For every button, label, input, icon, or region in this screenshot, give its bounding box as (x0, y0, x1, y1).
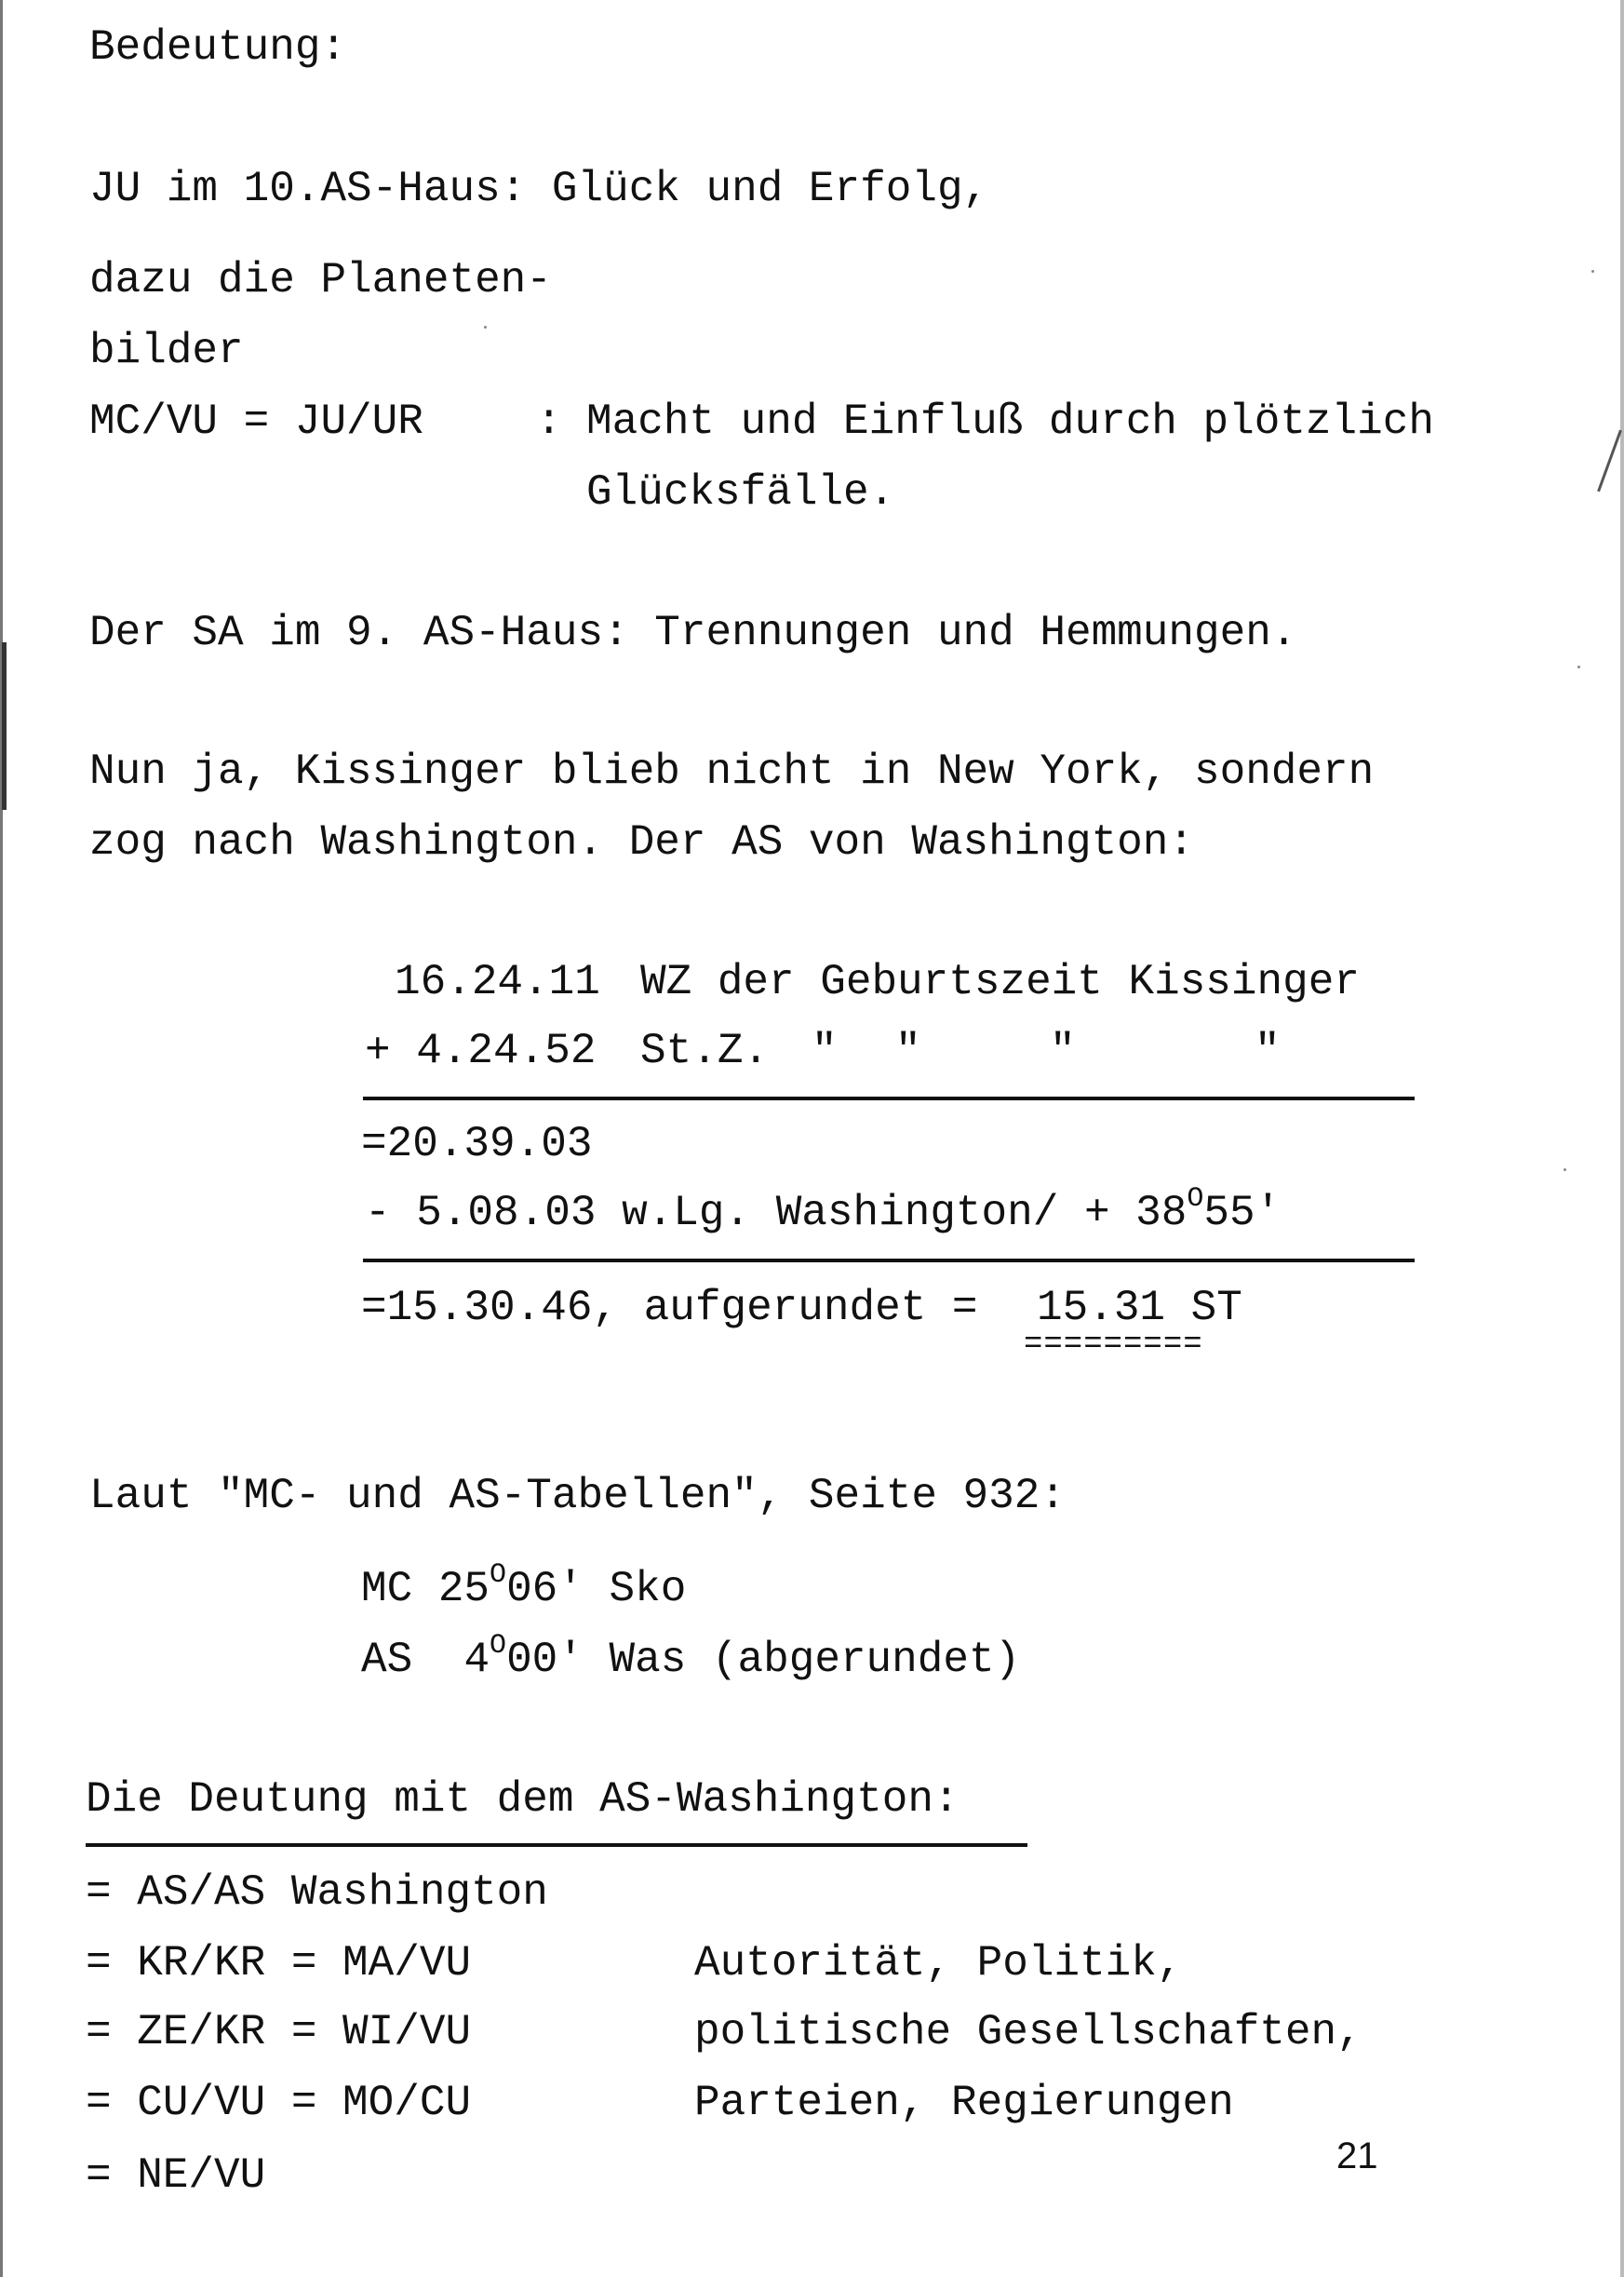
deutung-meaning: politische Gesellschaften, (694, 2008, 1362, 2056)
page-number: 21 (1336, 2136, 1378, 2176)
calc-row2-text: St.Z. (640, 1027, 770, 1075)
deutung-meaning: Autorität, Politik, (694, 1939, 1183, 1987)
degree-sign: O (1187, 1183, 1204, 1215)
scan-left-edge (0, 0, 3, 2277)
mc-table-row (361, 1559, 687, 1613)
mc-meaning-1: Macht und Einfluß durch plötzlich (586, 397, 1434, 446)
mc-min: 06' (506, 1565, 584, 1613)
speck (1564, 1168, 1566, 1171)
kissinger-line-1: Nun ja, Kissinger blieb nicht in New York, sondern (89, 748, 1375, 796)
calc-row1-value: 16.24.11 (395, 958, 600, 1006)
deutung-heading: Die Deutung mit dem AS-Washington: (86, 1775, 960, 1824)
calc-row4-line (365, 1183, 1282, 1237)
deutung-formula: = AS/AS Washington (86, 1868, 548, 1917)
speck (1577, 666, 1580, 668)
as-sign: Was (abgerundet) (609, 1636, 1021, 1684)
ju-line: JU im 10.AS-Haus: Glück und Erfolg, (89, 165, 989, 213)
calc-result-underline: ========= (1024, 1327, 1203, 1363)
deutung-formula: = NE/VU (86, 2151, 266, 2200)
calc-row4-min: 55' (1203, 1189, 1282, 1237)
speck (1591, 270, 1594, 273)
ditto-mark: " (812, 1027, 838, 1075)
planet-line-2: bilder (89, 327, 244, 375)
deutung-meaning: Parteien, Regierungen (694, 2079, 1234, 2127)
scan-right-edge (1620, 0, 1624, 2277)
as-min: 00' (506, 1636, 584, 1684)
calc-row1-text: WZ der Geburtszeit Kissinger (640, 958, 1360, 1006)
mc-label: MC (361, 1565, 413, 1613)
ditto-mark: " (1050, 1027, 1076, 1075)
tables-intro: Laut "MC- und AS-Tabellen", Seite 932: (89, 1472, 1066, 1520)
degree-sign: O (490, 1630, 507, 1662)
speck (484, 326, 487, 329)
deutung-heading-underline (86, 1843, 1027, 1847)
calc-row4-text: w.Lg. Washington/ + 38 (622, 1189, 1188, 1237)
planet-line-1: dazu die Planeten- (89, 256, 552, 304)
calc-row2-value: + 4.24.52 (365, 1027, 597, 1075)
as-table-row (361, 1630, 1021, 1684)
degree-sign: O (490, 1559, 507, 1591)
calc-result: 15.31 ST (1037, 1284, 1242, 1332)
deutung-formula: = CU/VU = MO/CU (86, 2079, 472, 2127)
as-label: AS (361, 1636, 413, 1684)
calc-row3-value: =20.39.03 (361, 1120, 593, 1168)
heading-bedeutung: Bedeutung: (89, 23, 347, 72)
deutung-formula: = KR/KR = MA/VU (86, 1939, 472, 1987)
scan-left-mark (2, 642, 7, 810)
calc-divider-1 (363, 1097, 1415, 1100)
mc-formula: MC/VU = JU/UR (89, 397, 423, 446)
calc-divider-2 (363, 1259, 1415, 1262)
sa-line: Der SA im 9. AS-Haus: Trennungen und Hemmungen. (89, 609, 1297, 657)
ditto-mark: " (1255, 1027, 1281, 1075)
mc-deg: 25 (437, 1565, 490, 1613)
mc-colon: : (536, 397, 562, 446)
deutung-formula: = ZE/KR = WI/VU (86, 2008, 472, 2056)
as-deg: 4 (463, 1636, 490, 1684)
kissinger-line-2: zog nach Washington. Der AS von Washington: (89, 818, 1194, 867)
mc-sign: Sko (609, 1565, 687, 1613)
calc-row4-value: - 5.08.03 (365, 1189, 597, 1237)
mc-meaning-2: Glücksfälle. (586, 468, 895, 517)
calc-row5-value: =15.30.46, aufgerundet = (361, 1284, 978, 1332)
ditto-mark: " (895, 1027, 921, 1075)
scan-right-slash (1597, 430, 1622, 492)
